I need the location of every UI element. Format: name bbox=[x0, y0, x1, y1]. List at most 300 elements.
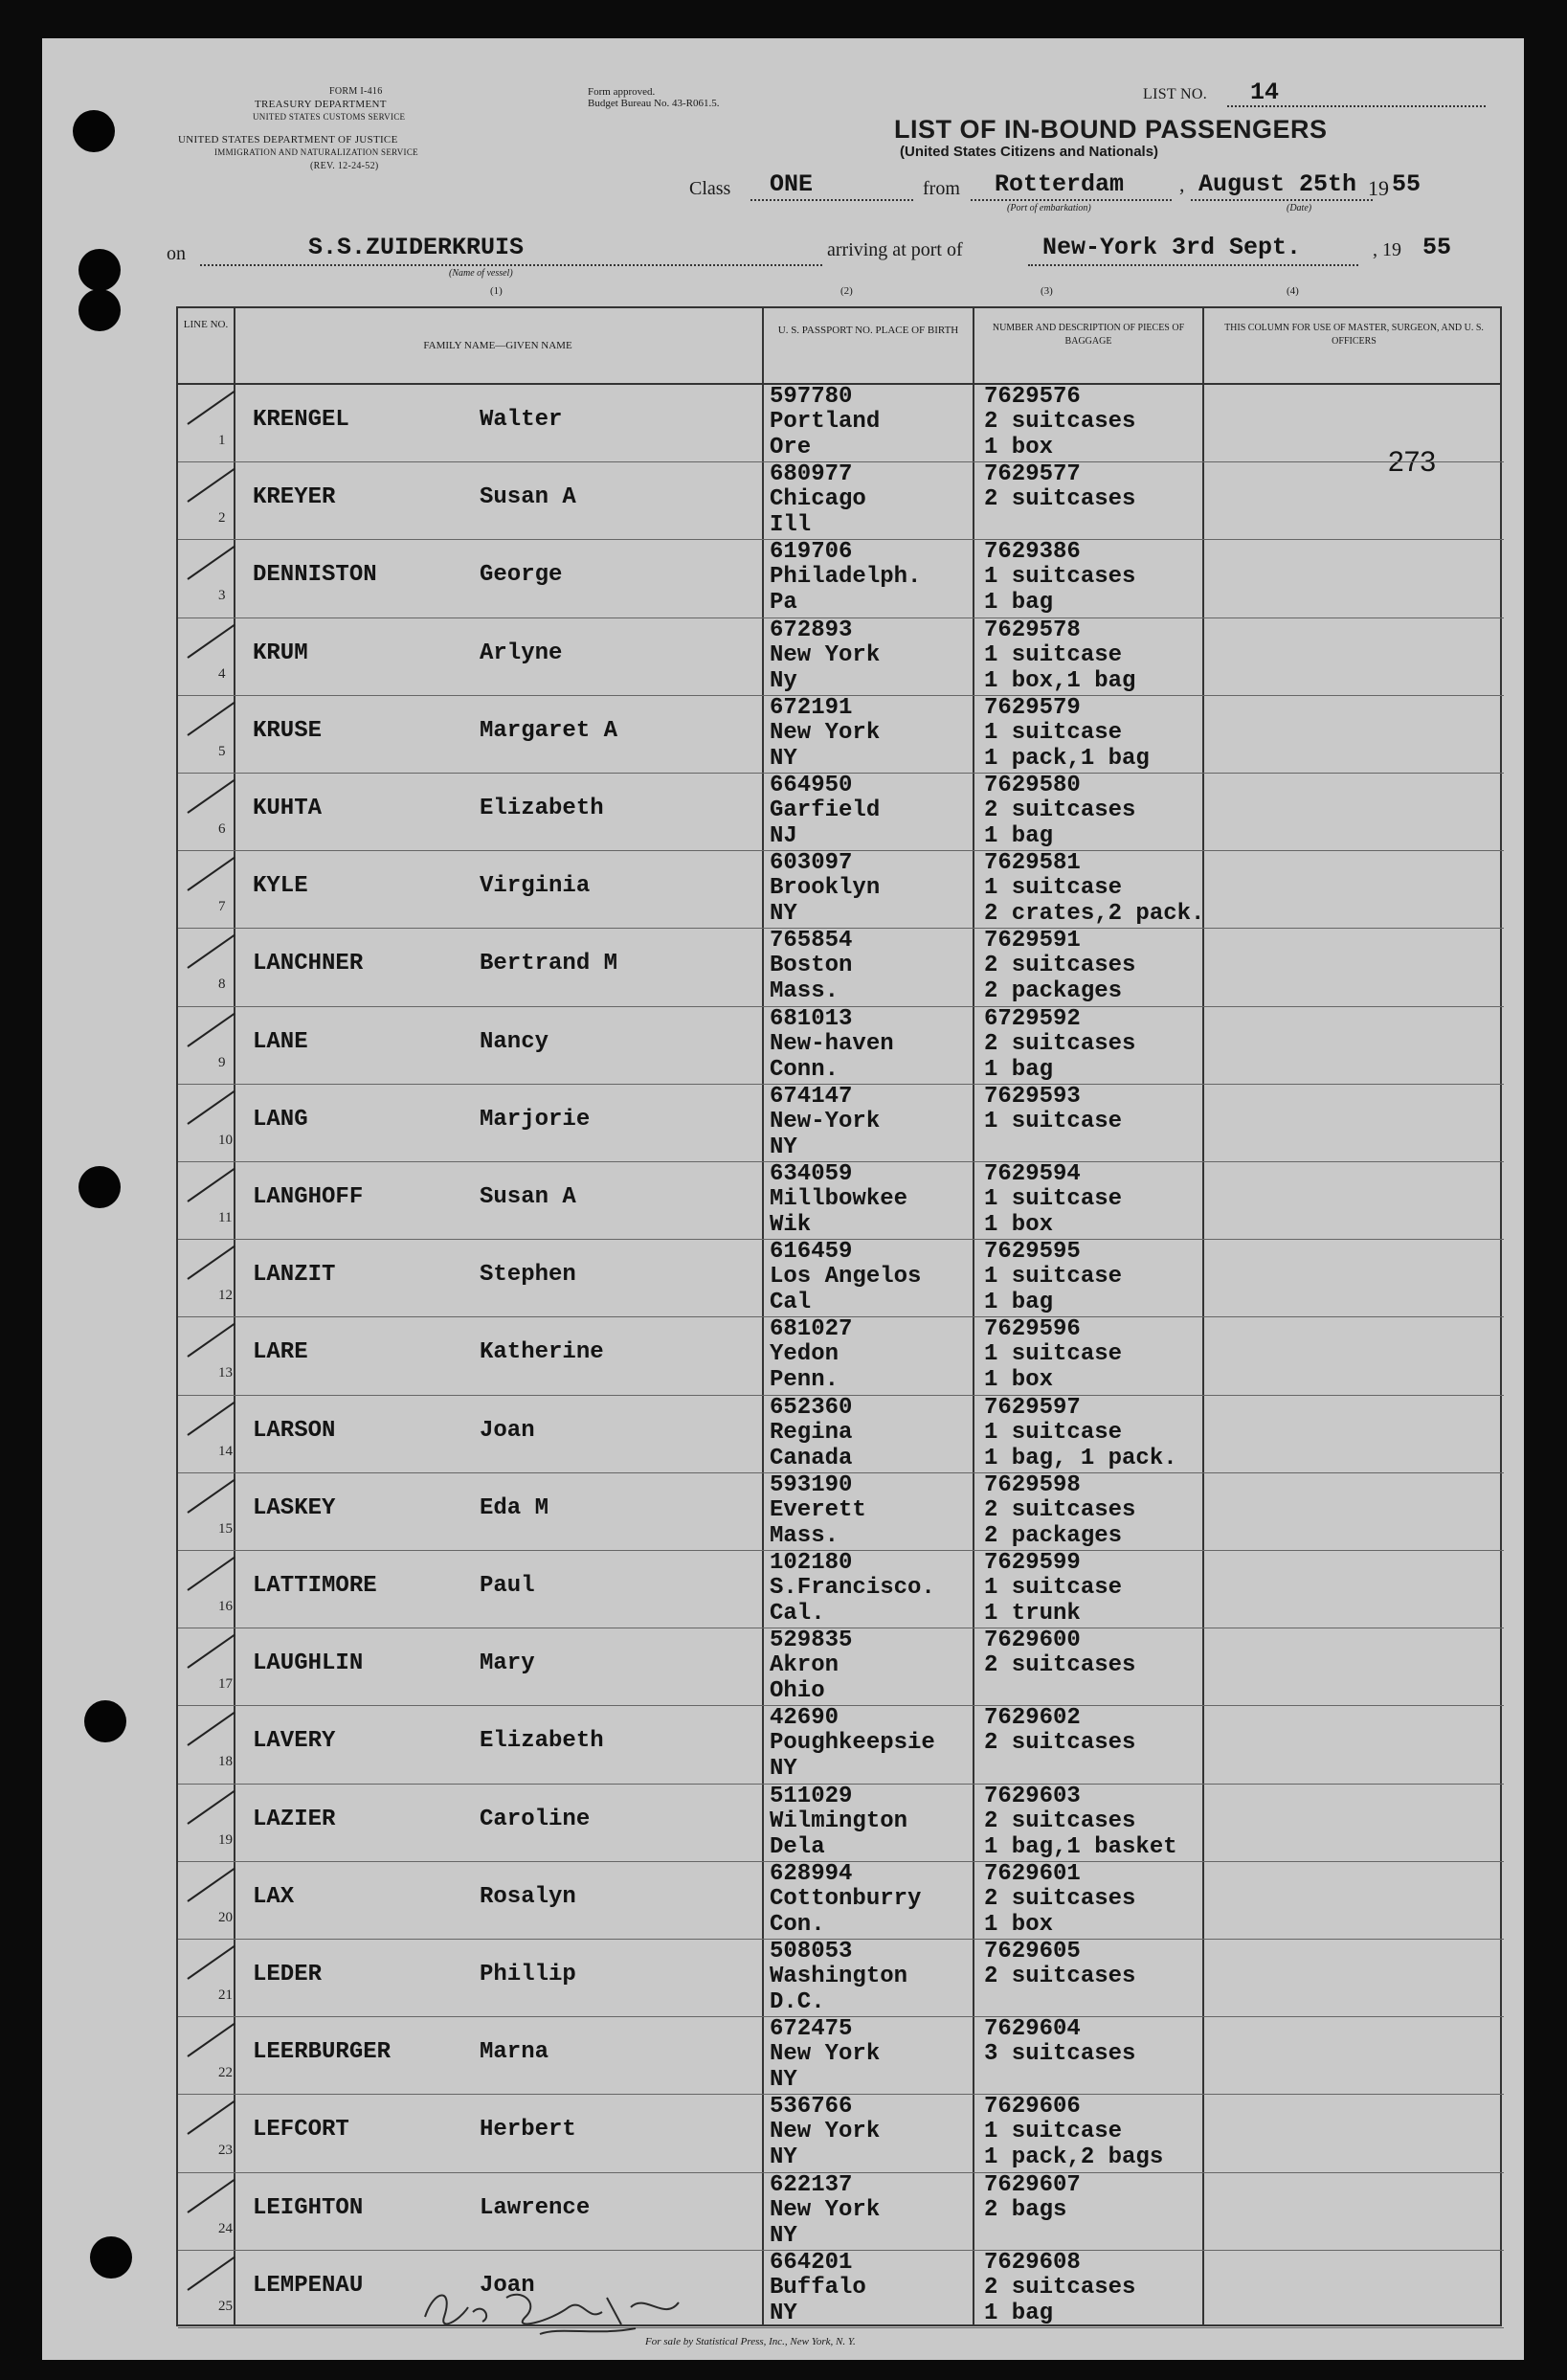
baggage-description: 2 suitcases bbox=[984, 1885, 1136, 1912]
baggage-description: 2 suitcases bbox=[984, 953, 1136, 979]
passport-number: 597780 bbox=[770, 384, 853, 410]
given-name: Marjorie bbox=[480, 1106, 591, 1133]
revision: (REV. 12-24-52) bbox=[310, 161, 379, 171]
place-of-birth: Everett bbox=[770, 1496, 866, 1523]
baggage-description: 1 suitcase bbox=[984, 875, 1123, 902]
check-mark-icon bbox=[187, 1479, 235, 1514]
header-baggage: NUMBER AND DESCRIPTION OF PIECES OF BAGGAGE bbox=[992, 323, 1185, 347]
given-name: Herbert bbox=[480, 2117, 576, 2144]
place-of-birth: New York bbox=[770, 2119, 881, 2145]
family-name: LAX bbox=[253, 1883, 295, 1910]
baggage-tag-number: 7629605 bbox=[984, 1939, 1081, 1965]
place-of-birth: Akron bbox=[770, 1652, 839, 1679]
table-row bbox=[178, 1162, 1504, 1240]
baggage-description: 2 suitcases bbox=[984, 1030, 1136, 1057]
place-of-birth: Garfield bbox=[770, 797, 881, 823]
line-number: 4 bbox=[218, 665, 226, 682]
passport-number: 672893 bbox=[770, 617, 853, 643]
line-number: 18 bbox=[218, 1754, 233, 1770]
baggage-tag-number: 7629579 bbox=[984, 694, 1081, 721]
header-line-no: LINE NO. bbox=[183, 319, 229, 330]
family-name: LEIGHTON bbox=[253, 2194, 364, 2221]
passenger-table bbox=[176, 306, 1502, 2326]
baggage-description: 1 bag, 1 pack. bbox=[984, 1445, 1177, 1471]
place-of-birth: Ohio bbox=[770, 1678, 825, 1705]
passport-number: 681027 bbox=[770, 1316, 853, 1343]
arrival-year-value: 55 bbox=[1422, 234, 1452, 261]
passport-number: 664950 bbox=[770, 773, 853, 798]
list-label: LIST NO. bbox=[1143, 86, 1207, 102]
baggage-description: 2 suitcases bbox=[984, 1964, 1136, 1989]
line-number: 20 bbox=[218, 1909, 233, 1925]
place-of-birth: NY bbox=[770, 901, 797, 928]
baggage-description: 1 bag,1 basket bbox=[984, 1833, 1177, 1860]
given-name: Walter bbox=[480, 407, 563, 433]
punch-hole bbox=[78, 1166, 121, 1208]
line-number: 6 bbox=[218, 821, 226, 837]
family-name: KUHTA bbox=[253, 796, 323, 821]
family-name: KRUM bbox=[253, 640, 308, 666]
table-row bbox=[178, 1551, 1504, 1628]
place-of-birth: Boston bbox=[770, 953, 853, 979]
table-row bbox=[178, 1007, 1504, 1085]
baggage-description: 2 suitcases bbox=[984, 486, 1136, 513]
baggage-description: 1 box bbox=[984, 1911, 1054, 1938]
line-number: 10 bbox=[218, 1132, 233, 1148]
baggage-description: 1 box bbox=[984, 435, 1054, 460]
table-row bbox=[178, 2017, 1504, 2095]
place-of-birth: New-haven bbox=[770, 1030, 894, 1057]
page-subtitle: (United States Citizens and Nationals) bbox=[900, 144, 1159, 160]
table-row bbox=[178, 1317, 1504, 1395]
treasury-dept: TREASURY DEPARTMENT bbox=[255, 99, 387, 110]
line-number: 13 bbox=[218, 1365, 233, 1381]
passport-number: 508053 bbox=[770, 1939, 853, 1965]
baggage-description: 1 bag bbox=[984, 1290, 1054, 1316]
baggage-description: 2 suitcases bbox=[984, 1652, 1136, 1679]
table-row bbox=[178, 1785, 1504, 1862]
family-name: LANCHNER bbox=[253, 951, 364, 977]
given-name: Caroline bbox=[480, 1806, 591, 1832]
baggage-description: 1 suitcase bbox=[984, 1186, 1123, 1212]
baggage-tag-number: 7629597 bbox=[984, 1394, 1081, 1421]
given-name: Phillip bbox=[480, 1962, 576, 1987]
baggage-tag-number: 7629603 bbox=[984, 1783, 1081, 1809]
baggage-description: 1 bag bbox=[984, 2300, 1054, 2326]
place-of-birth: Millbowkee bbox=[770, 1186, 908, 1212]
place-of-birth: Washington bbox=[770, 1964, 908, 1989]
line-number: 16 bbox=[218, 1599, 233, 1614]
line-number: 23 bbox=[218, 2143, 233, 2159]
customs-service: UNITED STATES CUSTOMS SERVICE bbox=[253, 112, 406, 122]
line-number: 2 bbox=[218, 510, 226, 527]
baggage-description: 2 suitcases bbox=[984, 409, 1136, 435]
line-number: 3 bbox=[218, 588, 226, 604]
column-number: (2) bbox=[840, 285, 853, 297]
line-number: 5 bbox=[218, 743, 226, 759]
check-mark-icon bbox=[187, 2100, 235, 2135]
baggage-tag-number: 7629576 bbox=[984, 384, 1081, 410]
line-number: 11 bbox=[218, 1210, 233, 1225]
baggage-description: 2 suitcases bbox=[984, 1730, 1136, 1757]
place-of-birth: Conn. bbox=[770, 1056, 839, 1083]
baggage-description: 2 packages bbox=[984, 978, 1123, 1005]
table-row bbox=[178, 1862, 1504, 1940]
table-row bbox=[178, 696, 1504, 774]
baggage-description: 1 suitcase bbox=[984, 2119, 1123, 2145]
check-mark-icon bbox=[187, 934, 235, 969]
place-of-birth: NY bbox=[770, 1756, 797, 1783]
footer-printer: For sale by Statistical Press, Inc., New York, N. Y. bbox=[645, 2336, 856, 2347]
given-name: Paul bbox=[480, 1573, 535, 1599]
check-mark-icon bbox=[187, 1323, 235, 1358]
place-of-birth: Los Angelos bbox=[770, 1264, 922, 1291]
passport-number: 42690 bbox=[770, 1705, 839, 1732]
family-name: LASKEY bbox=[253, 1494, 336, 1521]
place-of-birth: Cal. bbox=[770, 1601, 825, 1627]
place-of-birth: New York bbox=[770, 641, 881, 668]
table-row bbox=[178, 774, 1504, 851]
family-name: LARE bbox=[253, 1339, 308, 1366]
check-mark-icon bbox=[187, 1090, 235, 1125]
given-name: Rosalyn bbox=[480, 1883, 576, 1910]
class-value: ONE bbox=[770, 170, 814, 198]
family-name: LANGHOFF bbox=[253, 1184, 364, 1210]
baggage-tag-number: 7629599 bbox=[984, 1550, 1081, 1576]
given-name: Virginia bbox=[480, 873, 591, 900]
line-number: 22 bbox=[218, 2065, 233, 2081]
place-of-birth: D.C. bbox=[770, 1989, 825, 2015]
given-name: Arlyne bbox=[480, 640, 563, 666]
punch-hole bbox=[84, 1700, 126, 1742]
table-row bbox=[178, 2095, 1504, 2172]
family-name: LARSON bbox=[253, 1417, 336, 1444]
line-number: 7 bbox=[218, 899, 226, 915]
table-row bbox=[178, 462, 1504, 540]
column-number: (1) bbox=[490, 285, 503, 297]
check-mark-icon bbox=[187, 468, 235, 503]
given-name: Susan A bbox=[480, 1184, 576, 1210]
place-of-birth: Chicago bbox=[770, 486, 866, 513]
place-of-birth: Brooklyn bbox=[770, 875, 881, 902]
passport-number: 536766 bbox=[770, 2094, 853, 2121]
baggage-tag-number: 7629598 bbox=[984, 1471, 1081, 1498]
baggage-tag-number: 7629601 bbox=[984, 1860, 1081, 1887]
baggage-tag-number: 7629607 bbox=[984, 2171, 1081, 2198]
line-number: 17 bbox=[218, 1676, 233, 1693]
check-mark-icon bbox=[187, 2178, 235, 2212]
place-of-birth: Poughkeepsie bbox=[770, 1730, 935, 1757]
place-of-birth: Portland bbox=[770, 409, 881, 435]
family-name: KREYER bbox=[253, 484, 336, 511]
family-name: LANZIT bbox=[253, 1262, 336, 1289]
column-number: (4) bbox=[1287, 285, 1299, 297]
place-of-birth: Yedon bbox=[770, 1341, 839, 1368]
baggage-tag-number: 7629580 bbox=[984, 773, 1081, 798]
family-name: LAUGHLIN bbox=[253, 1650, 364, 1677]
line-number: 24 bbox=[218, 2220, 233, 2236]
place-of-birth: NY bbox=[770, 2144, 797, 2171]
baggage-description: 2 suitcases bbox=[984, 1496, 1136, 1523]
check-mark-icon bbox=[187, 1401, 235, 1435]
baggage-tag-number: 7629600 bbox=[984, 1628, 1081, 1654]
passport-number: 616459 bbox=[770, 1239, 853, 1266]
check-mark-icon bbox=[187, 623, 235, 658]
baggage-description: 1 suitcase bbox=[984, 1341, 1123, 1368]
arrival-port-date: New-York 3rd Sept. bbox=[1042, 234, 1302, 261]
passport-number: 628994 bbox=[770, 1860, 853, 1887]
table-row bbox=[178, 1240, 1504, 1317]
column-number: (3) bbox=[1041, 285, 1053, 297]
passport-number: 593190 bbox=[770, 1471, 853, 1498]
baggage-description: 2 crates,2 pack. bbox=[984, 901, 1205, 928]
passport-number: 652360 bbox=[770, 1394, 853, 1421]
place-of-birth: Wik bbox=[770, 1212, 812, 1238]
family-name: DENNISTON bbox=[253, 562, 377, 589]
baggage-description: 1 pack,2 bags bbox=[984, 2144, 1164, 2171]
family-name: LAVERY bbox=[253, 1728, 336, 1755]
punch-hole bbox=[90, 2236, 132, 2279]
baggage-tag-number: 7629578 bbox=[984, 617, 1081, 643]
year-value: 55 bbox=[1392, 170, 1421, 198]
table-row bbox=[178, 385, 1504, 462]
table-row bbox=[178, 1085, 1504, 1162]
table-row bbox=[178, 929, 1504, 1006]
family-name: LEMPENAU bbox=[253, 2272, 364, 2299]
table-row bbox=[178, 2251, 1504, 2328]
check-mark-icon bbox=[187, 857, 235, 891]
place-of-birth: Ill bbox=[770, 512, 812, 539]
given-name: Margaret A bbox=[480, 717, 618, 744]
given-name: Stephen bbox=[480, 1262, 576, 1289]
punch-hole bbox=[73, 110, 115, 152]
line-number: 8 bbox=[218, 977, 226, 993]
place-of-birth: New York bbox=[770, 719, 881, 746]
place-of-birth: NY bbox=[770, 745, 797, 772]
given-name: Marna bbox=[480, 2039, 549, 2066]
baggage-tag-number: 7629606 bbox=[984, 2094, 1081, 2121]
baggage-tag-number: 6729592 bbox=[984, 1005, 1081, 1032]
given-name: Susan A bbox=[480, 484, 576, 511]
vessel-caption: (Name of vessel) bbox=[449, 268, 513, 279]
family-name: LATTIMORE bbox=[253, 1573, 377, 1599]
place-of-birth: S.Francisco. bbox=[770, 1575, 935, 1601]
check-mark-icon bbox=[187, 391, 235, 425]
line-number: 9 bbox=[218, 1054, 226, 1070]
family-name: LEFCORT bbox=[253, 2117, 349, 2144]
baggage-description: 2 packages bbox=[984, 1522, 1123, 1549]
baggage-description: 1 pack,1 bag bbox=[984, 745, 1150, 772]
place-of-birth: New-York bbox=[770, 1108, 881, 1134]
place-of-birth: New York bbox=[770, 2196, 881, 2223]
table-row bbox=[178, 1706, 1504, 1784]
place-of-birth: NY bbox=[770, 2300, 797, 2326]
baggage-description: 1 trunk bbox=[984, 1601, 1081, 1627]
punch-hole bbox=[78, 249, 121, 291]
baggage-description: 1 suitcase bbox=[984, 1108, 1123, 1134]
passport-number: 672191 bbox=[770, 694, 853, 721]
given-name: Katherine bbox=[480, 1339, 604, 1366]
given-name: Nancy bbox=[480, 1028, 549, 1055]
passport-number: 680977 bbox=[770, 461, 853, 488]
place-of-birth: Buffalo bbox=[770, 2274, 866, 2301]
check-mark-icon bbox=[187, 702, 235, 736]
place-of-birth: NY bbox=[770, 1134, 797, 1160]
place-of-birth: New York bbox=[770, 2041, 881, 2068]
passport-number: 681013 bbox=[770, 1005, 853, 1032]
baggage-description: 1 bag bbox=[984, 823, 1054, 849]
check-mark-icon bbox=[187, 1945, 235, 1980]
check-mark-icon bbox=[187, 1246, 235, 1280]
line-number: 1 bbox=[218, 433, 226, 448]
baggage-description: 1 box,1 bag bbox=[984, 667, 1136, 694]
baggage-description: 1 suitcases bbox=[984, 564, 1136, 591]
table-row bbox=[178, 1628, 1504, 1706]
given-name: Joan bbox=[480, 2272, 535, 2299]
list-number: 14 bbox=[1250, 79, 1280, 106]
baggage-description: 1 bag bbox=[984, 590, 1054, 617]
baggage-description: 1 box bbox=[984, 1212, 1054, 1238]
passenger-list-page: FORM I-416 TREASURY DEPARTMENT UNITED STATES CUSTOMS SERVICE UNITED STATES DEPARTMENT OF JUSTICE IMMIGRATION AND NATURALIZATION SERVICE (REV. 12-24-52) Form approved. Budget Bureau No. 43-R061.5. LIST NO. 14 LIST OF IN-BOUND PASSENGERS (United States Citizens and Nationals) Class ONE from Rotterdam (Port of embarkation) , August 25th 19 55 (Date) on S.S.ZUIDERKRUIS (Name of vessel) arriving at port of New-York 3rd Sept. , 19 55 (1) (2) (3) (4) LINE NO. FAMILY NAME—GIVEN NAME U. S. PASSPORT NO. PLACE OF BIRTH NUMBER AND DESCRIPTION OF PIECES OF BAGGAGE THIS COLUMN FOR USE OF MASTER, SURGEON, AND U. S. OFFICERS 273 1 KRENGEL Walter 597780 Portland Ore 7629576 2 suitcases 1 box 2 KREYER Susan A 680977 Chicago Ill 7629577 2 suitcases 3 DENNISTON George 619706 Philadelph. Pa 7629386 1 suitcases 1 bag 4 KRUM Arlyne 672893 New York Ny 7629578 1 suitcase 1 box,1 bag 5 KRUSE Margaret A 672191 New York NY 7629579 1 suitcase 1 pack,1 bag 6 KUHTA Elizabeth 664950 Garfield NJ 7629580 2 suitcases 1 bag 7 KYLE Virginia 603097 Brooklyn NY 7629581 1 suitcase 2 crates,2 pack. 8 LANCHNER Bertrand M 765854 Boston Mass. 7629591 2 suitcases 2 packages 9 LANE Nancy 681013 New-haven Conn. 6729592 2 suitcases 1 bag 10 LANG Marjorie 674147 New-York NY 7629593 1 suitcase 11 LANGHOFF Susan A 634059 Millbowkee Wik 7629594 1 suitcase 1 box 12 LANZIT Stephen 616459 Los Angelos Cal 7629595 1 suitcase 1 bag 13 LARE Katherine 681027 Yedon Penn. 7629596 1 suitcase 1 box 14 LARSON Joan 652360 Regina Canada 7629597 1 suitcase 1 bag, 1 pack. 15 LASKEY Eda M 593190 Everett Mass. 7629598 2 suitcases 2 packages 16 LATTIMORE Paul 102180 S.Francisco. Cal. 7629599 1 suitcase 1 trunk 17 LAUGHLIN Mary 529835 Akron Ohio 7629600 2 suitcases 18 LAVERY Elizabeth 42690 Poughkeepsie NY 7629602 2 suitcases 19 LAZIER Caroline 511029 Wilmington Dela 7629603 2 suitcases 1 bag,1 basket 20 LAX Rosalyn 628994 Cottonburry Con. 7629601 2 suitcases 1 box 21 LEDER Phillip 508053 Washington D.C. 7629605 2 suitcases 22 LEERBURGER Marna 672475 New York NY 7629604 3 suitcases 23 LEFCORT Herbert 536766 New York NY 7629606 1 suitcase 1 pack,2 bags 24 LEIGHTON Lawrence 622137 New York NY 7629607 2 bags 25 LEMPENAU Joan 664201 Buffalo NY 7629608 2 suitcases 1 bag For sale by Statistical Press, Inc., New York, N. Y. bbox=[42, 38, 1524, 2360]
place-of-birth: Ny bbox=[770, 667, 797, 694]
family-name: KRENGEL bbox=[253, 407, 349, 433]
baggage-tag-number: 7629593 bbox=[984, 1083, 1081, 1110]
place-of-birth: Pa bbox=[770, 590, 797, 617]
header-name: FAMILY NAME—GIVEN NAME bbox=[423, 340, 572, 351]
vessel-name: S.S.ZUIDERKRUIS bbox=[308, 234, 525, 261]
arriving-label: arriving at port of bbox=[827, 239, 963, 260]
line-number: 19 bbox=[218, 1831, 233, 1848]
passport-number: 529835 bbox=[770, 1628, 853, 1654]
place-of-birth: Mass. bbox=[770, 1522, 839, 1549]
check-mark-icon bbox=[187, 779, 235, 814]
line-number: 15 bbox=[218, 1520, 233, 1537]
table-row bbox=[178, 618, 1504, 696]
passport-number: 672475 bbox=[770, 2016, 853, 2043]
header-passport: U. S. PASSPORT NO. PLACE OF BIRTH bbox=[777, 325, 959, 336]
family-name: LEDER bbox=[253, 1962, 323, 1987]
given-name: Mary bbox=[480, 1650, 535, 1677]
place-of-birth: NY bbox=[770, 2067, 797, 2094]
punch-hole bbox=[78, 289, 121, 331]
check-mark-icon bbox=[187, 1168, 235, 1202]
given-name: Bertrand M bbox=[480, 951, 618, 977]
place-of-birth: NJ bbox=[770, 823, 797, 849]
passport-number: 511029 bbox=[770, 1783, 853, 1809]
given-name: Elizabeth bbox=[480, 796, 604, 821]
passport-number: 634059 bbox=[770, 1161, 853, 1187]
baggage-tag-number: 7629595 bbox=[984, 1239, 1081, 1266]
line-number: 25 bbox=[218, 2298, 233, 2314]
place-of-birth: Philadelph. bbox=[770, 564, 922, 591]
given-name: George bbox=[480, 562, 563, 589]
year-prefix: 19 bbox=[1368, 176, 1389, 200]
baggage-tag-number: 7629577 bbox=[984, 461, 1081, 488]
port-of-embarkation: Rotterdam bbox=[995, 170, 1125, 198]
given-name: Lawrence bbox=[480, 2194, 591, 2221]
place-of-birth: Dela bbox=[770, 1833, 825, 1860]
table-row bbox=[178, 1396, 1504, 1473]
port-caption: (Port of embarkation) bbox=[1007, 203, 1091, 213]
on-label: on bbox=[167, 243, 186, 264]
baggage-description: 3 suitcases bbox=[984, 2041, 1136, 2068]
place-of-birth: Cottonburry bbox=[770, 1885, 922, 1912]
check-mark-icon bbox=[187, 2257, 235, 2291]
place-of-birth: Regina bbox=[770, 1419, 853, 1446]
baggage-tag-number: 7629604 bbox=[984, 2016, 1081, 2043]
handwritten-annotation: 273 bbox=[1388, 446, 1437, 478]
given-name: Elizabeth bbox=[480, 1728, 604, 1755]
baggage-description: 2 suitcases bbox=[984, 1807, 1136, 1834]
date-caption: (Date) bbox=[1287, 203, 1312, 213]
place-of-birth: Mass. bbox=[770, 978, 839, 1005]
form-number: FORM I-416 bbox=[329, 86, 383, 97]
check-mark-icon bbox=[187, 2023, 235, 2057]
family-name: LEERBURGER bbox=[253, 2039, 392, 2066]
page-title: LIST OF IN-BOUND PASSENGERS bbox=[894, 115, 1328, 144]
check-mark-icon bbox=[187, 546, 235, 580]
baggage-tag-number: 7629594 bbox=[984, 1161, 1081, 1187]
family-name: LANE bbox=[253, 1028, 308, 1055]
table-row bbox=[178, 1473, 1504, 1551]
check-mark-icon bbox=[187, 1789, 235, 1824]
passport-number: 765854 bbox=[770, 928, 853, 954]
class-label: Class bbox=[689, 178, 731, 199]
passport-number: 603097 bbox=[770, 850, 853, 877]
line-number: 12 bbox=[218, 1288, 233, 1304]
baggage-tag-number: 7629608 bbox=[984, 2249, 1081, 2276]
check-mark-icon bbox=[187, 1868, 235, 1902]
passport-number: 674147 bbox=[770, 1083, 853, 1110]
place-of-birth: Wilmington bbox=[770, 1807, 908, 1834]
baggage-description: 1 suitcase bbox=[984, 719, 1123, 746]
place-of-birth: Ore bbox=[770, 435, 812, 460]
baggage-tag-number: 7629581 bbox=[984, 850, 1081, 877]
family-name: LAZIER bbox=[253, 1806, 336, 1832]
passport-number: 664201 bbox=[770, 2249, 853, 2276]
place-of-birth: Canada bbox=[770, 1445, 853, 1471]
given-name: Joan bbox=[480, 1417, 535, 1444]
baggage-tag-number: 7629386 bbox=[984, 539, 1081, 566]
table-row bbox=[178, 2173, 1504, 2251]
check-mark-icon bbox=[187, 1712, 235, 1746]
passport-number: 622137 bbox=[770, 2171, 853, 2198]
form-approved: Form approved. bbox=[588, 86, 656, 98]
budget-bureau: Budget Bureau No. 43-R061.5. bbox=[588, 98, 720, 109]
place-of-birth: Penn. bbox=[770, 1367, 839, 1394]
baggage-tag-number: 7629591 bbox=[984, 928, 1081, 954]
embarkation-date: August 25th bbox=[1198, 170, 1357, 198]
header-officers: THIS COLUMN FOR USE OF MASTER, SURGEON, AND U. S. OFFICERS bbox=[1224, 323, 1484, 347]
check-mark-icon bbox=[187, 1557, 235, 1591]
place-of-birth: NY bbox=[770, 2222, 797, 2249]
immigration-service: IMMIGRATION AND NATURALIZATION SERVICE bbox=[214, 147, 418, 157]
baggage-description: 1 suitcase bbox=[984, 1575, 1123, 1601]
baggage-description: 2 suitcases bbox=[984, 797, 1136, 823]
baggage-description: 1 suitcase bbox=[984, 1264, 1123, 1291]
passport-number: 102180 bbox=[770, 1550, 853, 1576]
place-of-birth: Con. bbox=[770, 1911, 825, 1938]
line-number: 21 bbox=[218, 1987, 233, 2003]
baggage-tag-number: 7629602 bbox=[984, 1705, 1081, 1732]
table-row bbox=[178, 1940, 1504, 2017]
baggage-description: 1 box bbox=[984, 1367, 1054, 1394]
table-row bbox=[178, 540, 1504, 617]
passport-number: 619706 bbox=[770, 539, 853, 566]
family-name: KRUSE bbox=[253, 717, 323, 744]
table-row bbox=[178, 851, 1504, 929]
baggage-tag-number: 7629596 bbox=[984, 1316, 1081, 1343]
